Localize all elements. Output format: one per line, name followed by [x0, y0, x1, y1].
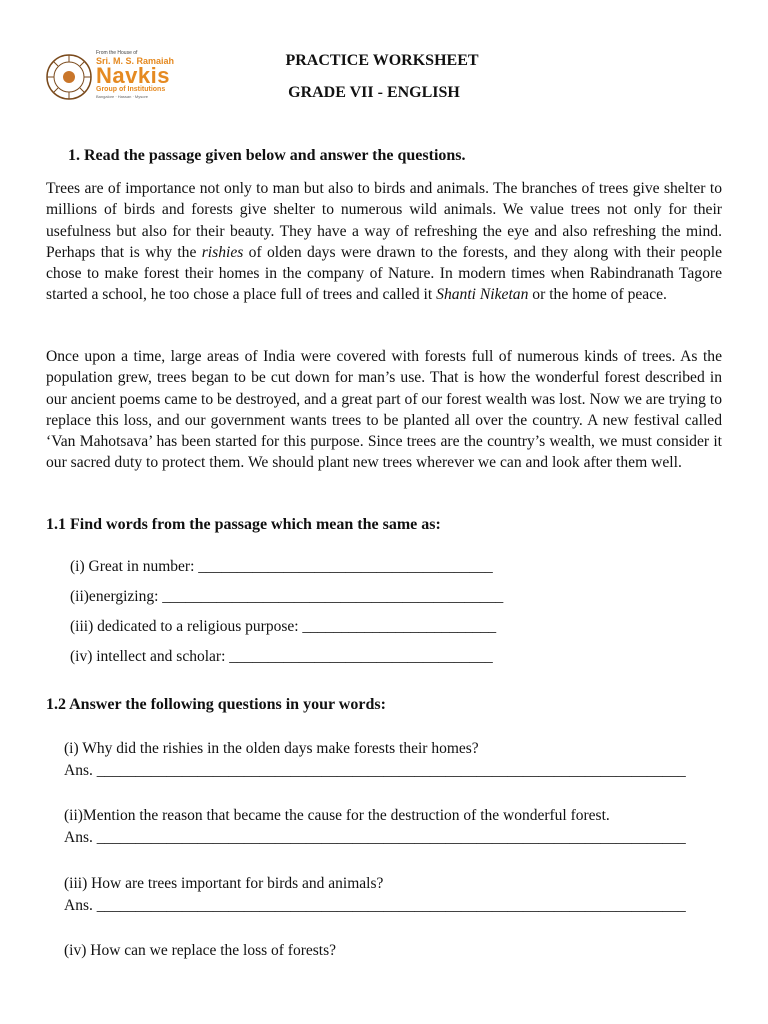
answer-line[interactable]: Ans. ____________________________________________________________________________	[64, 829, 686, 846]
logo-cities-text: Bangalore · Hassan · Mysore	[96, 94, 149, 99]
logo-group-text: Group of Institutions	[96, 86, 166, 93]
vocab-item[interactable]: (iv) intellect and scholar: __________________________________	[70, 648, 493, 665]
answer-line[interactable]: Ans. ____________________________________________________________________________	[64, 762, 686, 779]
logo-from-text: From the House of	[96, 50, 138, 56]
passage-paragraph-1: Trees are of importance not only to man but also to birds and animals. The branches of trees give shelter to millions of birds and forests give shelter to numerous wild animals. We value trees not only for their usefulness but also for their beauty. They have a way of refreshing the eye and also refreshing the mind. Perhaps that is why the rishies of olden days were drawn to the forests, and they along with their people chose to make forest their homes in the company of Nature. In modern times when Rabindranath Tagore started a school, he too chose a place full of trees and called it Shanti Niketan or the home of peace.	[46, 180, 722, 304]
answer-line[interactable]: Ans. ____________________________________________________________________________	[64, 897, 686, 914]
section-1-2-heading: 1.2 Answer the following questions in your words:	[46, 696, 386, 713]
question-1-heading: 1. Read the passage given below and answer the questions.	[68, 147, 466, 164]
vocab-item[interactable]: (ii)energizing: ____________________________________________	[70, 588, 504, 605]
rishies-term: rishies	[201, 243, 244, 261]
logo-brand-text: Navkis	[96, 63, 170, 88]
question-item: (iii) How are trees important for birds and animals?	[64, 875, 384, 892]
passage-paragraph-2: Once upon a time, large areas of India were covered with forests full of numerous kinds of trees. As the population grew, trees began to be cut down for man’s use. That is how the wonderful forest described in our ancient poems came to be destroyed, and a great part of our forest wealth was lost. Now we are trying to replace this loss, and our government wants trees to be planted all over the country. A new festival called ‘Van Mahotsava’ has been started for this purpose. Since trees are the country’s wealth, we must consider it our sacred duty to protect them. We should plant new trees wherever we can and look after them well.	[46, 348, 722, 472]
question-item: (ii)Mention the reason that became the cause for the destruction of the wonderful forest.	[64, 807, 610, 824]
vocab-item[interactable]: (i) Great in number: ______________________________________	[70, 558, 493, 575]
question-item: (i) Why did the rishies in the olden days make forests their homes?	[64, 740, 479, 757]
question-item: (iv) How can we replace the loss of forests?	[64, 942, 337, 959]
worksheet-grade: GRADE VII - ENGLISH	[288, 84, 460, 101]
shanti-niketan-term: Shanti Niketan	[436, 286, 529, 304]
worksheet-title: PRACTICE WORKSHEET	[285, 52, 479, 69]
logo-founder-text: Sri. M. S. Ramaiah	[96, 56, 175, 66]
vocab-item[interactable]: (iii) dedicated to a religious purpose: _________________________	[70, 618, 497, 635]
section-1-1-heading: 1.1 Find words from the passage which mean the same as:	[46, 516, 441, 533]
